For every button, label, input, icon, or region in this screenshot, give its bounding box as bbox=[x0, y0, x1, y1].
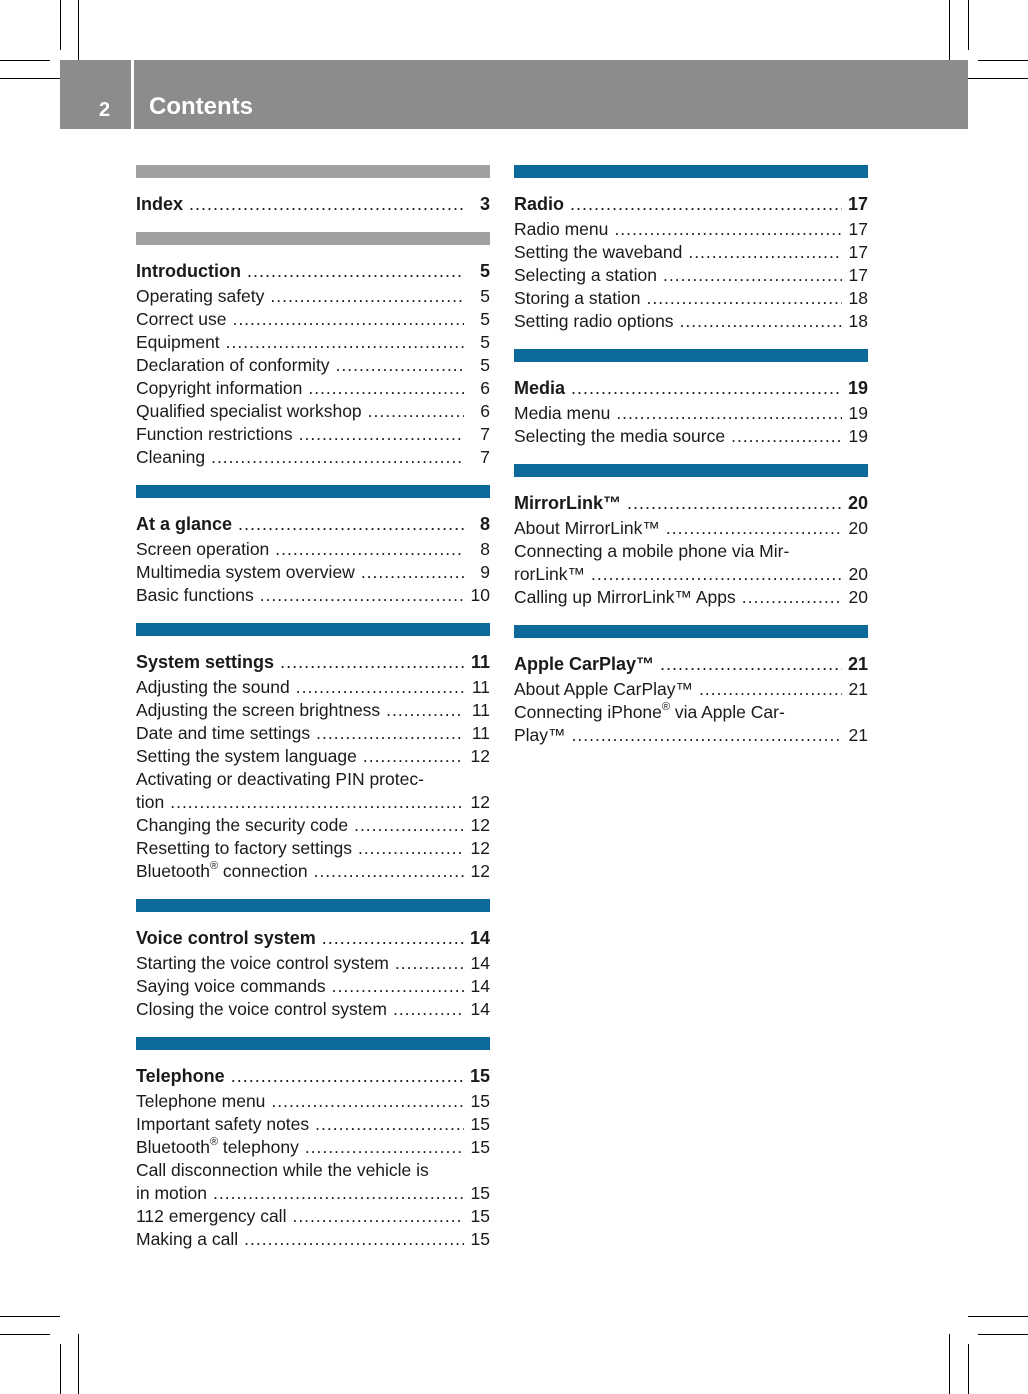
dot-leader bbox=[280, 650, 464, 674]
dot-leader bbox=[358, 837, 464, 860]
dot-leader bbox=[315, 1113, 464, 1136]
crop-mark bbox=[78, 1334, 79, 1394]
dot-leader bbox=[322, 926, 464, 950]
entry-page-number: 3 bbox=[479, 194, 490, 214]
toc-section bbox=[136, 623, 490, 883]
toc-entry[interactable] bbox=[136, 837, 490, 860]
entry-label: Qualified specialist workshop bbox=[136, 401, 362, 421]
entry-page-number: 5 bbox=[480, 286, 490, 306]
entry-page-number: 12 bbox=[470, 792, 490, 812]
toc-entry-line: Call disconnection while the vehicle is bbox=[136, 1160, 429, 1180]
entry-page-number: 14 bbox=[470, 999, 490, 1019]
toc-entry-line: Connecting iPhone® via Apple Car- bbox=[514, 701, 785, 722]
entry-label: Index bbox=[136, 194, 184, 214]
dot-leader bbox=[305, 1136, 464, 1159]
toc-entry[interactable] bbox=[136, 1228, 490, 1251]
dot-leader bbox=[226, 331, 464, 354]
crop-mark bbox=[968, 78, 1028, 79]
dot-leader bbox=[666, 517, 842, 540]
dot-leader bbox=[238, 512, 464, 536]
entry-page-number: 5 bbox=[480, 355, 490, 375]
entry-page-number: 12 bbox=[470, 838, 490, 858]
entry-page-number: 8 bbox=[480, 539, 490, 559]
toc-section-heading[interactable] bbox=[136, 1064, 490, 1088]
entry-page-number: 11 bbox=[470, 652, 490, 672]
section-color-bar bbox=[136, 485, 490, 498]
section-color-bar bbox=[514, 165, 868, 178]
entry-label: Date and time settings bbox=[136, 723, 311, 743]
dot-leader bbox=[368, 400, 464, 423]
entry-page-number: 18 bbox=[848, 311, 868, 331]
entry-label: Bluetooth® connection bbox=[136, 860, 308, 881]
entry-label: Adjusting the screen brightness bbox=[136, 700, 381, 720]
entry-page-number: 19 bbox=[848, 403, 868, 423]
entry-label: Setting the waveband bbox=[514, 242, 683, 262]
entry-page-number: 21 bbox=[848, 725, 868, 745]
entry-page-number: 12 bbox=[470, 746, 490, 766]
entry-page-number: 15 bbox=[470, 1229, 490, 1249]
dot-leader bbox=[363, 745, 464, 768]
toc-entry[interactable] bbox=[514, 425, 868, 448]
entry-label: Multimedia system overview bbox=[136, 562, 355, 582]
entry-label: Cleaning bbox=[136, 447, 206, 467]
entry-page-number: 10 bbox=[470, 585, 490, 605]
entry-page-number: 20 bbox=[847, 493, 868, 513]
entry-label: System settings bbox=[136, 652, 275, 672]
crop-mark bbox=[60, 1344, 61, 1394]
entry-label: Starting the voice control system bbox=[136, 953, 389, 973]
dot-leader bbox=[316, 722, 464, 745]
entry-label: Important safety notes bbox=[136, 1114, 310, 1134]
crop-mark bbox=[978, 60, 1028, 61]
entry-label: Setting the system language bbox=[136, 746, 357, 766]
entry-page-number: 11 bbox=[471, 677, 490, 697]
entry-label: Adjusting the sound bbox=[136, 677, 290, 697]
toc-entry[interactable] bbox=[136, 354, 490, 377]
entry-page-number: 21 bbox=[847, 654, 868, 674]
entry-label: Resetting to factory settings bbox=[136, 838, 352, 858]
dot-leader bbox=[232, 308, 464, 331]
dot-leader bbox=[395, 952, 464, 975]
dot-leader bbox=[211, 446, 464, 469]
entry-page-number: 15 bbox=[470, 1183, 490, 1203]
toc-section-heading[interactable] bbox=[514, 652, 868, 676]
dot-leader bbox=[688, 241, 842, 264]
entry-label: Declaration of conformity bbox=[136, 355, 330, 375]
entry-label: Radio bbox=[514, 194, 565, 214]
entry-label: Screen operation bbox=[136, 539, 270, 559]
toc-entry[interactable] bbox=[136, 331, 490, 354]
toc-entry-line: Activating or deactivating PIN protec- bbox=[136, 769, 424, 789]
entry-label: Radio menu bbox=[514, 219, 609, 239]
toc-entry[interactable] bbox=[514, 402, 868, 425]
entry-page-number: 15 bbox=[470, 1091, 490, 1111]
entry-label: Media menu bbox=[514, 403, 611, 423]
toc-section bbox=[514, 165, 868, 333]
entry-page-number: 6 bbox=[480, 401, 490, 421]
toc-entry[interactable] bbox=[136, 722, 490, 745]
entry-label: Closing the voice control system bbox=[136, 999, 387, 1019]
entry-page-number: 6 bbox=[480, 378, 490, 398]
page-number-box bbox=[60, 60, 134, 129]
toc-entry[interactable] bbox=[136, 285, 490, 308]
toc-entry[interactable] bbox=[514, 586, 868, 609]
entry-label: rorLink™ bbox=[514, 564, 585, 584]
toc-entry[interactable] bbox=[136, 423, 490, 446]
entry-label: Voice control system bbox=[136, 928, 316, 948]
entry-label: Selecting a station bbox=[514, 265, 658, 285]
entry-label: 112 emergency call bbox=[136, 1206, 287, 1226]
entry-page-number: 5 bbox=[480, 332, 490, 352]
entry-page-number: 11 bbox=[471, 723, 490, 743]
page-title: Contents bbox=[149, 93, 253, 120]
entry-page-number: 12 bbox=[470, 861, 490, 881]
toc-entry[interactable] bbox=[136, 699, 490, 722]
entry-page-number: 14 bbox=[469, 928, 490, 948]
dot-leader bbox=[260, 584, 464, 607]
toc-entry[interactable] bbox=[136, 584, 490, 607]
dot-leader bbox=[275, 538, 464, 561]
section-color-bar bbox=[514, 349, 868, 362]
crop-mark bbox=[60, 0, 61, 50]
toc-entry[interactable] bbox=[136, 975, 490, 998]
toc-entry[interactable] bbox=[514, 678, 868, 701]
dot-leader bbox=[680, 310, 842, 333]
entry-label: Apple CarPlay™ bbox=[514, 654, 655, 674]
registered-mark: ® bbox=[209, 1136, 219, 1149]
entry-label: Calling up MirrorLink™ Apps bbox=[514, 587, 736, 607]
dot-leader bbox=[660, 652, 842, 676]
entry-page-number: 15 bbox=[470, 1206, 490, 1226]
section-color-bar bbox=[514, 464, 868, 477]
toc-section-heading[interactable] bbox=[136, 650, 490, 674]
toc-section bbox=[136, 485, 490, 607]
toc-entry[interactable] bbox=[514, 517, 868, 540]
dot-leader bbox=[646, 287, 842, 310]
toc-entry[interactable] bbox=[136, 1113, 490, 1136]
entry-page-number: 19 bbox=[847, 378, 868, 398]
entry-label: Bluetooth® telephony bbox=[136, 1136, 299, 1157]
entry-page-number: 17 bbox=[847, 194, 868, 214]
dot-leader bbox=[336, 354, 464, 377]
section-color-bar bbox=[514, 625, 868, 638]
entry-label: Telephone menu bbox=[136, 1091, 266, 1111]
dot-leader bbox=[572, 724, 842, 747]
crop-mark bbox=[0, 1334, 50, 1335]
toc-entry[interactable] bbox=[136, 561, 490, 584]
entry-label: Setting radio options bbox=[514, 311, 674, 331]
toc-section-heading[interactable] bbox=[136, 259, 490, 283]
toc-entry[interactable] bbox=[514, 264, 868, 287]
dot-leader bbox=[292, 1205, 464, 1228]
dot-leader bbox=[570, 192, 842, 216]
dot-leader bbox=[616, 402, 842, 425]
entry-page-number: 5 bbox=[480, 309, 490, 329]
toc-column-right bbox=[514, 165, 868, 763]
entry-page-number: 7 bbox=[480, 424, 490, 444]
toc-section bbox=[136, 165, 490, 216]
registered-mark: ® bbox=[209, 860, 219, 873]
entry-label: Media bbox=[514, 378, 566, 398]
entry-page-number: 15 bbox=[469, 1066, 490, 1086]
crop-mark bbox=[978, 1334, 1028, 1335]
dot-leader bbox=[244, 1228, 464, 1251]
entry-label: Function restrictions bbox=[136, 424, 293, 444]
toc-entry[interactable] bbox=[136, 998, 490, 1021]
toc-entry[interactable] bbox=[514, 724, 868, 747]
crop-mark bbox=[968, 1344, 969, 1394]
dot-leader bbox=[299, 423, 464, 446]
toc-entry[interactable] bbox=[514, 241, 868, 264]
entry-label: About MirrorLink™ bbox=[514, 518, 660, 538]
entry-label: Storing a station bbox=[514, 288, 641, 308]
entry-page-number: 17 bbox=[848, 242, 868, 262]
toc-entry[interactable] bbox=[514, 563, 868, 586]
entry-label: Play™ bbox=[514, 725, 566, 745]
section-color-bar bbox=[136, 899, 490, 912]
entry-label: Saying voice commands bbox=[136, 976, 326, 996]
dot-leader bbox=[731, 425, 842, 448]
crop-mark bbox=[0, 78, 60, 79]
dot-leader bbox=[614, 218, 842, 241]
toc-entry[interactable] bbox=[514, 218, 868, 241]
dot-leader bbox=[231, 1064, 464, 1088]
crop-mark bbox=[0, 1316, 60, 1317]
dot-leader bbox=[271, 1090, 464, 1113]
toc-entry[interactable] bbox=[136, 860, 490, 883]
toc-section bbox=[514, 464, 868, 609]
toc-entry[interactable] bbox=[136, 377, 490, 400]
section-color-bar bbox=[136, 623, 490, 636]
entry-page-number: 19 bbox=[848, 426, 868, 446]
crop-mark bbox=[968, 1316, 1028, 1317]
toc-entry[interactable] bbox=[136, 1205, 490, 1228]
toc-section-heading[interactable] bbox=[136, 192, 490, 216]
entry-label: Telephone bbox=[136, 1066, 225, 1086]
entry-label: Basic functions bbox=[136, 585, 254, 605]
entry-page-number: 12 bbox=[470, 815, 490, 835]
dot-leader bbox=[742, 586, 842, 609]
toc-entry[interactable] bbox=[136, 1090, 490, 1113]
entry-page-number: 7 bbox=[480, 447, 490, 467]
toc-entry[interactable] bbox=[136, 538, 490, 561]
crop-mark bbox=[0, 60, 50, 61]
entry-page-number: 17 bbox=[848, 219, 868, 239]
dot-leader bbox=[247, 259, 464, 283]
dot-leader bbox=[386, 699, 464, 722]
entry-page-number: 20 bbox=[848, 587, 868, 607]
toc-entry[interactable] bbox=[136, 1182, 490, 1205]
crop-mark bbox=[968, 0, 969, 50]
dot-leader bbox=[699, 678, 842, 701]
entry-page-number: 9 bbox=[480, 562, 490, 582]
entry-page-number: 21 bbox=[848, 679, 868, 699]
dot-leader bbox=[189, 192, 464, 216]
toc-entry[interactable] bbox=[136, 952, 490, 975]
toc-entry[interactable] bbox=[136, 814, 490, 837]
entry-page-number: 20 bbox=[848, 564, 868, 584]
dot-leader bbox=[393, 998, 464, 1021]
toc-section bbox=[136, 1037, 490, 1251]
dot-leader bbox=[627, 491, 842, 515]
dot-leader bbox=[213, 1182, 464, 1205]
dot-leader bbox=[308, 377, 464, 400]
entry-label: Operating safety bbox=[136, 286, 265, 306]
dot-leader bbox=[571, 376, 842, 400]
entry-page-number: 14 bbox=[470, 976, 490, 996]
dot-leader bbox=[361, 561, 464, 584]
toc-section-heading[interactable] bbox=[136, 512, 490, 536]
entry-label: Introduction bbox=[136, 261, 241, 281]
dot-leader bbox=[314, 860, 464, 883]
toc-section-heading[interactable] bbox=[514, 376, 868, 400]
toc-entry[interactable] bbox=[136, 791, 490, 814]
entry-label: Copyright information bbox=[136, 378, 303, 398]
dot-leader bbox=[296, 676, 464, 699]
entry-page-number: 14 bbox=[470, 953, 490, 973]
toc-section bbox=[136, 232, 490, 469]
toc-entry-line: Connecting a mobile phone via Mir- bbox=[514, 541, 790, 561]
entry-label: Equipment bbox=[136, 332, 220, 352]
page-number: 2 bbox=[99, 99, 111, 121]
page-header bbox=[60, 60, 968, 129]
entry-page-number: 17 bbox=[848, 265, 868, 285]
crop-mark bbox=[78, 0, 79, 60]
entry-page-number: 20 bbox=[848, 518, 868, 538]
entry-label: MirrorLink™ bbox=[514, 493, 622, 513]
toc-section-heading[interactable] bbox=[514, 491, 868, 515]
entry-label: Making a call bbox=[136, 1229, 239, 1249]
entry-label: tion bbox=[136, 792, 165, 812]
toc-section-heading[interactable] bbox=[136, 926, 490, 950]
dot-leader bbox=[170, 791, 464, 814]
entry-page-number: 18 bbox=[848, 288, 868, 308]
dot-leader bbox=[332, 975, 464, 998]
toc-entry[interactable] bbox=[136, 1136, 490, 1159]
entry-page-number: 15 bbox=[470, 1114, 490, 1134]
entry-label: At a glance bbox=[136, 514, 233, 534]
dot-leader bbox=[270, 285, 464, 308]
toc-section bbox=[136, 899, 490, 1021]
entry-page-number: 8 bbox=[479, 514, 490, 534]
entry-label: Selecting the media source bbox=[514, 426, 726, 446]
toc-entry[interactable] bbox=[136, 676, 490, 699]
section-color-bar bbox=[136, 165, 490, 178]
dot-leader bbox=[354, 814, 464, 837]
entry-page-number: 15 bbox=[470, 1137, 490, 1157]
dot-leader bbox=[591, 563, 842, 586]
toc-entry[interactable] bbox=[514, 310, 868, 333]
toc-column-left bbox=[136, 165, 490, 1267]
toc-section-heading[interactable] bbox=[514, 192, 868, 216]
toc-entry[interactable] bbox=[514, 287, 868, 310]
entry-page-number: 11 bbox=[471, 700, 490, 720]
entry-label: About Apple CarPlay™ bbox=[514, 679, 693, 699]
toc-section bbox=[514, 349, 868, 448]
entry-label: Correct use bbox=[136, 309, 227, 329]
crop-mark bbox=[949, 0, 950, 60]
registered-mark: ® bbox=[661, 701, 670, 714]
toc-entry[interactable] bbox=[136, 400, 490, 423]
entry-page-number: 5 bbox=[479, 261, 490, 281]
toc-entry[interactable] bbox=[136, 745, 490, 768]
toc-entry[interactable] bbox=[136, 446, 490, 469]
entry-label: Changing the security code bbox=[136, 815, 349, 835]
toc-section bbox=[514, 625, 868, 747]
dot-leader bbox=[663, 264, 842, 287]
toc-entry[interactable] bbox=[136, 308, 490, 331]
section-color-bar bbox=[136, 1037, 490, 1050]
section-color-bar bbox=[136, 232, 490, 245]
crop-mark bbox=[949, 1334, 950, 1394]
entry-label: in motion bbox=[136, 1183, 208, 1203]
